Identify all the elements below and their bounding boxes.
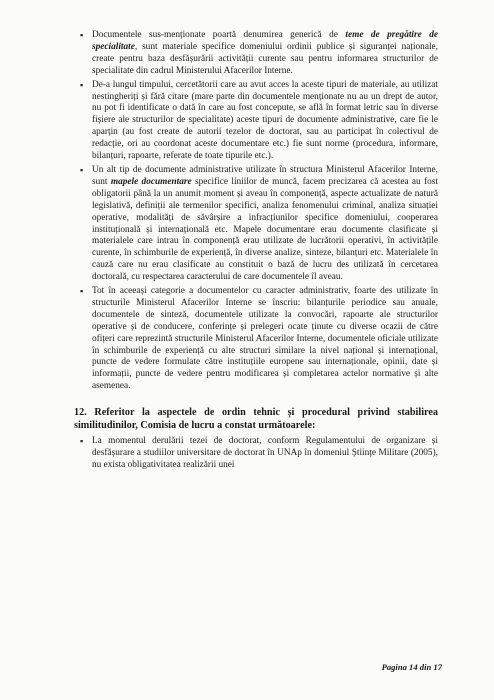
bullet-list-top <box>78 30 438 393</box>
page-content <box>74 30 438 474</box>
bullet-paragraph <box>78 80 438 163</box>
bullet-list-bottom <box>78 436 438 472</box>
paragraph-text: , sunt materiale specifice domeniului ordinii publice și siguranței naționale, create pentru baza desfășurării activității curente sau pentru informarea structurilor de specialitate din cadrul Ministerului Afacerilor Interne. <box>92 41 438 76</box>
bullet-paragraph <box>78 165 438 284</box>
bullet-marker: ▪ <box>80 30 84 40</box>
paragraph-text: La momentul derulării tezei de doctorat, conform Regulamentului de organizare și desfășurare a studiilor universitare de doctorat în UNAp în domeniul Științe Militare (2005), nu exista obligativitatea realizării unei <box>92 435 438 470</box>
paragraph-text: Un alt tip de documente administrative utilizate în structura Ministerul Afacerilor Interne, sunt <box>92 164 438 187</box>
bullet-paragraph <box>78 30 438 78</box>
emphasized-term: teme de pregătire de specialitate <box>92 30 438 52</box>
bullet-paragraph <box>78 286 438 393</box>
paragraph-text: Documentele sus-menționate poartă denumirea generică de <box>92 30 346 40</box>
bullet-marker: ▪ <box>80 164 84 175</box>
bullet-marker: ▪ <box>80 435 84 446</box>
paragraph-text: Tot în aceeași categorie a documentelor cu caracter administrativ, foarte des utilizate în structurile Ministerul Afacerilor Interne se înscriu: bilanțurile periodice sau anuale, documentele de sinteză, documentele utilizate la convocări, rapoarte ale structurilor operative și de conducere, conferințe și prelegeri ocate ținute cu diverse ocazii de către ofițeri care reprezintă structurile Ministerul Afacerilor Interne, documentele oficiale utilizate în schimburile de experiență cu alte structuri similare la nivel național și internațional, puncte de vedere formulate către instituțiile europene sau internaționale, opinii, date și informații, puncte de vedere pentru modificarea și completarea actelor normative și alte asemenea. <box>92 286 438 392</box>
bullet-paragraph <box>78 436 438 472</box>
emphasized-term: mapele documentare <box>110 176 192 187</box>
bullet-marker: ▪ <box>80 79 84 90</box>
bullet-marker: ▪ <box>80 286 84 297</box>
section-heading: 12. Referitor la aspectele de ordin tehnic și procedural privind stabilirea similitudinilor, Comisia de lucru a constat următoarele: <box>74 407 438 431</box>
paragraph-text: De-a lungul timpului, cercetătorii care au avut acces la aceste tipuri de materiale, au utilizat nestingheriți și fără citare (mare parte din documentele menționate nu au un drept de autor, nu pot fi identificate o dată în care au fost concepute, se află în format letric sau în diverse fișiere ale structurilor de specialitate) aceste tipuri de documente administrative, care fie le aparțin (au fost create de autorii tezelor de doctorat, sau au participat în colectivul de redacție, ori au coordonat aceste documentare etc.) fie sunt norme (procedura, informare, bilanțuri, rapoarte, referate de toate tipurile etc.). <box>92 79 438 162</box>
paragraph-text: specifice liniilor de muncă, facem precizarea că acestea au fost obligatorii până la un anumit moment și aveau în componență, aspecte actualizate de natură legislativă, definiții ale termenilor specifici, analiza fenomenului criminal, analiza situației operative, modalități de săvârșire a infracțiunilor specifice domeniului, cooperarea instituțională și internațională etc. Mapele documentare erau documente clasificate și materialele care intrau în componență erau utilizate de lucrătorii operativi, în activitățile curente, în schimburile de experiență, în diverse analize, sinteze, bilanțuri etc. Materialele în cauză care nu erau clasificate au constituit o bază de lucru des utilizată în cercetarea doctorală, cu respectarea caracterului de care documentele îl aveau. <box>92 176 438 283</box>
page-number: Pagina 14 din 17 <box>381 662 442 672</box>
